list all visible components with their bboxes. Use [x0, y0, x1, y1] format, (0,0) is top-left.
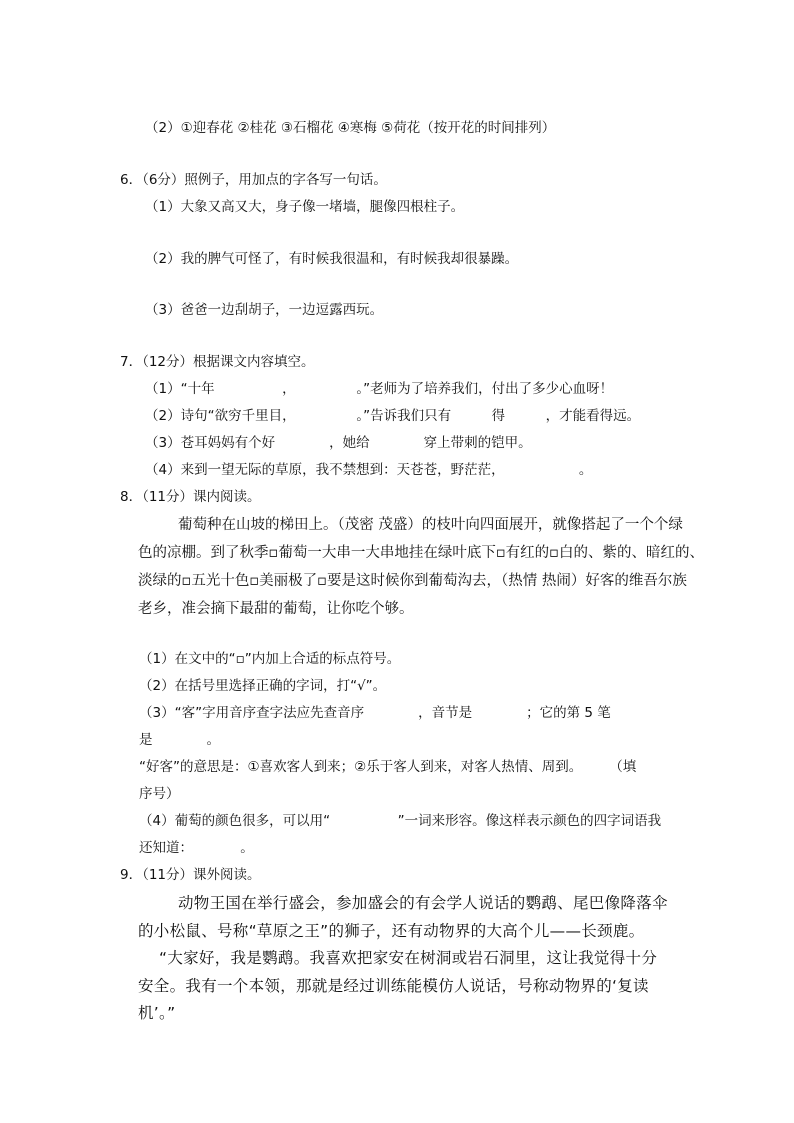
q8-item-4: （4）葡萄的颜色很多，可以用“ ”一词来形容。像这样表示颜色的四字词语我 [139, 813, 662, 829]
q8-item-3-cont: 是 。 [139, 732, 220, 748]
q9-passage-line-3: “大家好，我是鹦鹉。我喜欢把家安在树洞或岩石洞里，这让我觉得十分 [159, 949, 658, 967]
q9-passage-line-5: 机’。” [138, 1004, 176, 1022]
q8-passage-line-3: 淡绿的▫五光十色▫美丽极了▫要是这时候你到葡萄沟去，（热情 热闹）好客的维吾尔族 [138, 573, 687, 589]
q7-item-2: （2）诗句“欲穷千里目， 。”告诉我们只有 得 ，才能看得远。 [145, 408, 641, 424]
q8-passage-line-1: 葡萄种在山坡的梯田上。（茂密 茂盛）的枝叶向四面展开，就像搭起了一个个绿 [178, 517, 683, 533]
q7-item-3: （3）苍耳妈妈有个好 ，她给 穿上带刺的铠甲。 [145, 435, 532, 451]
q8-item-3: （3）“客”字用音序查字法应先查音序 ，音节是 ；它的第 5 笔 [139, 705, 611, 721]
q6-item-1: （1）大象又高又大，身子像一堵墙，腿像四根柱子。 [145, 199, 465, 215]
q5-item-2: （2）①迎春花 ②桂花 ③石榴花 ④寒梅 ⑤荷花（按开花的时间排列） [145, 120, 556, 136]
q7-item-1: （1）“十年 ， 。”老师为了培养我们，付出了多少心血呀！ [145, 381, 614, 397]
q8-passage-line-4: 老乡，准会摘下最甜的葡萄，让你吃个够。 [138, 601, 414, 617]
q6-heading: 6．（6分）照例子，用加点的字各写一句话。 [120, 172, 387, 188]
q8-item-1: （1）在文中的“▫”内加上合适的标点符号。 [139, 651, 401, 667]
q8-item-2: （2）在括号里选择正确的字词，打“√”。 [139, 678, 387, 694]
q9-heading: 9．（11分）课外阅读。 [120, 867, 261, 883]
q9-passage-line-4: 安全。我有一个本领，那就是经过训练能模仿人说话，号称动物界的‘复读 [138, 977, 649, 995]
q8-item-3-meaning-cont: 序号） [139, 786, 180, 802]
q6-item-2: （2）我的脾气可怪了，有时候我很温和，有时候我却很暴躁。 [145, 251, 519, 267]
q8-item-3-meaning: “好客”的意思是：①喜欢客人到来；②乐于客人到来，对客人热情、周到。 （填 [139, 759, 637, 775]
q7-item-4: （4）来到一望无际的草原，我不禁想到：天苍苍，野茫茫， 。 [145, 462, 593, 478]
q8-passage-line-2: 色的凉棚。到了秋季▫葡萄一大串一大串地挂在绿叶底下▫有红的▫白的、紫的、暗红的、 [138, 545, 704, 561]
q7-heading: 7．（12分）根据课文内容填空。 [120, 354, 315, 370]
q8-heading: 8．（11分）课内阅读。 [120, 489, 261, 505]
q8-item-4-cont: 还知道： 。 [139, 840, 254, 856]
q9-passage-line-2: 的小松鼠、号称“草原之王”的狮子，还有动物界的大高个儿——长颈鹿。 [138, 922, 645, 940]
q6-item-3: （3）爸爸一边刮胡子，一边逗露西玩。 [145, 302, 384, 318]
q9-passage-line-1: 动物王国在举行盛会，参加盛会的有会学人说话的鹦鹉、尾巴像降落伞 [178, 894, 668, 912]
